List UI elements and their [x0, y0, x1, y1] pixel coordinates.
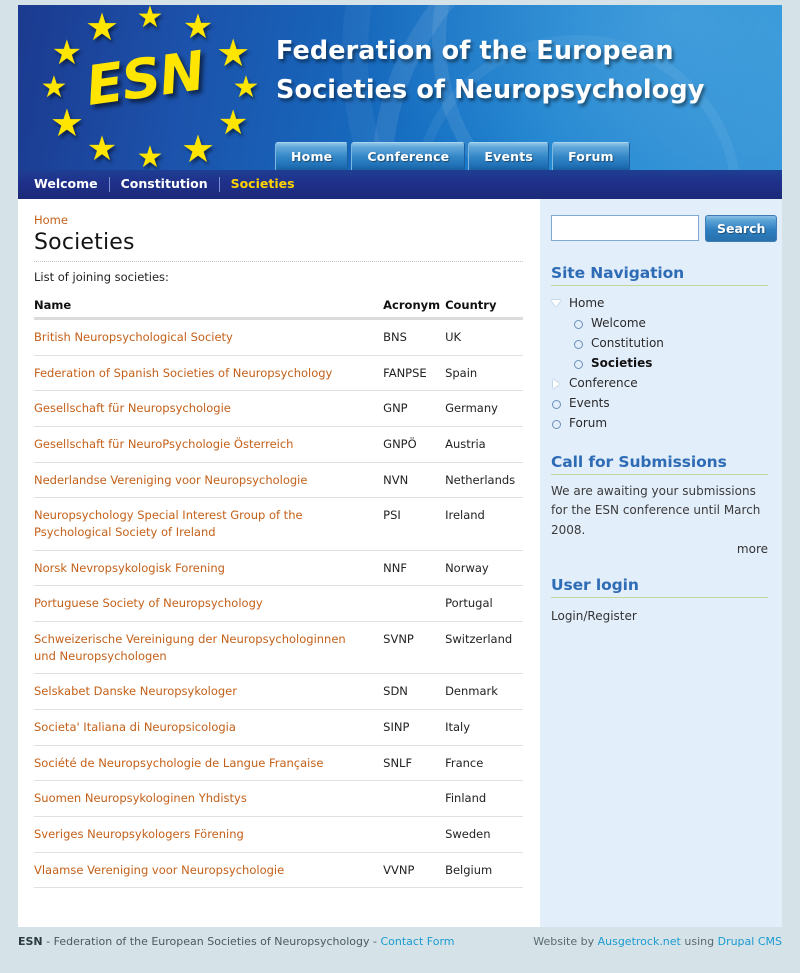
eu-star-icon: ★	[180, 126, 216, 170]
society-name-link[interactable]: British Neuropsychological Society	[34, 319, 383, 356]
eu-star-icon: ★	[136, 140, 164, 170]
sidebar-subnav-item	[573, 313, 768, 333]
sidebar-item-label: Home	[569, 296, 605, 310]
credit-prefix: Website by	[533, 934, 598, 948]
eu-star-icon: ★	[49, 101, 84, 145]
table-row	[34, 852, 523, 888]
society-acronym	[383, 781, 445, 817]
society-country: Switzerland	[445, 622, 523, 674]
primary-navigation	[275, 142, 630, 170]
sidebar	[540, 199, 782, 927]
society-country: Belgium	[445, 852, 523, 888]
society-name-link[interactable]: Sveriges Neuropsykologers Förening	[34, 817, 383, 853]
credit-middle: using	[680, 934, 718, 948]
site-title-line-2: Societies of Neuropsychology	[276, 75, 705, 105]
society-country: France	[445, 745, 523, 781]
sidebar-nav-group	[551, 413, 768, 433]
sidebar-nav-group	[551, 393, 768, 413]
society-acronym: VVNP	[383, 852, 445, 888]
sidebar-subnav-item	[573, 353, 768, 373]
table-row	[34, 622, 523, 674]
society-country: Austria	[445, 427, 523, 463]
society-acronym: FANPSE	[383, 355, 445, 391]
subtab-constitution[interactable]: Constitution	[120, 176, 208, 192]
society-name-link[interactable]: Gesellschaft für Neuropsychologie	[34, 391, 383, 427]
tab-forum[interactable]: Forum	[552, 142, 630, 170]
table-header-row	[34, 298, 523, 319]
site-navigation-tree	[551, 293, 768, 433]
footer-left	[18, 935, 455, 948]
society-acronym: NVN	[383, 462, 445, 498]
bullet-circle-icon	[573, 338, 584, 349]
sidebar-item-label: Welcome	[591, 316, 646, 330]
society-acronym	[383, 586, 445, 622]
user-login-block	[551, 576, 768, 624]
site-footer	[0, 930, 800, 952]
society-acronym	[383, 817, 445, 853]
sidebar-item-forum[interactable]	[551, 413, 768, 433]
table-row	[34, 391, 523, 427]
login-register-link[interactable]: Login/Register	[551, 609, 637, 624]
page-title: Societies	[34, 230, 135, 255]
call-for-submissions-title: Call for Submissions	[551, 453, 727, 471]
tab-events[interactable]: Events	[468, 142, 549, 170]
table-head	[34, 298, 523, 319]
eu-star-icon: ★	[232, 70, 260, 105]
society-name-link[interactable]: Société de Neuropsychologie de Langue Française	[34, 745, 383, 781]
eu-star-icon: ★	[216, 31, 251, 75]
society-name-link[interactable]: Norsk Nevropsykologisk Forening	[34, 550, 383, 586]
footer-text: - Federation of the European Societies of Neuropsychology -	[42, 934, 381, 948]
societies-table	[34, 298, 523, 888]
society-acronym: GNPÖ	[383, 427, 445, 463]
eu-star-icon: ★	[86, 128, 118, 169]
site-title	[276, 32, 776, 110]
eu-star-icon: ★	[40, 70, 68, 105]
call-for-submissions-body: We are awaiting your submissions for the ESN conference until March 2008.	[551, 484, 761, 537]
table-row	[34, 674, 523, 710]
table-row	[34, 817, 523, 853]
sidebar-item-label: Conference	[569, 376, 638, 390]
intro-text: List of joining societies:	[34, 270, 169, 284]
sidebar-nav-group	[551, 293, 768, 373]
society-name-link[interactable]: Neuropsychology Special Interest Group of the Psychological Society of Ireland	[34, 498, 383, 550]
sidebar-subnav-item	[573, 333, 768, 353]
site-navigation-block	[551, 264, 768, 433]
eu-star-icon: ★	[136, 5, 164, 35]
society-name-link[interactable]: Vlaamse Vereniging voor Neuropsychologie	[34, 852, 383, 888]
main-content	[18, 199, 540, 927]
society-name-link[interactable]: Societa' Italiana di Neuropsicologia	[34, 710, 383, 746]
chevron-right-icon[interactable]	[551, 378, 562, 389]
breadcrumb[interactable]: Home	[34, 213, 68, 227]
footer-brand: ESN	[18, 934, 43, 948]
tab-home[interactable]: Home	[275, 142, 348, 170]
table-row	[34, 586, 523, 622]
society-country: Portugal	[445, 586, 523, 622]
sidebar-item-label: Events	[569, 396, 610, 410]
drupal-cms-link[interactable]: Drupal CMS	[717, 934, 782, 948]
sidebar-nav-group	[551, 373, 768, 393]
site-navigation-divider	[551, 285, 768, 286]
society-country: Finland	[445, 781, 523, 817]
sidebar-item-label: Forum	[569, 416, 608, 430]
footer-right	[533, 935, 782, 948]
sidebar-item-welcome[interactable]	[573, 313, 768, 333]
society-country: Norway	[445, 550, 523, 586]
society-country: Denmark	[445, 674, 523, 710]
society-acronym: SNLF	[383, 745, 445, 781]
more-link[interactable]: more	[736, 542, 768, 557]
society-acronym: SDN	[383, 674, 445, 710]
society-name-link[interactable]: Nederlandse Vereniging voor Neuropsychologie	[34, 462, 383, 498]
user-login-title: User login	[551, 576, 639, 595]
sidebar-item-label: Societies	[591, 356, 653, 370]
eu-star-icon: ★	[217, 103, 249, 143]
society-name-link[interactable]: Portuguese Society of Neuropsychology	[34, 586, 383, 622]
society-acronym: SVNP	[383, 622, 445, 674]
society-name-link[interactable]: Selskabet Danske Neuropsykologer	[34, 674, 383, 710]
tab-conference[interactable]: Conference	[351, 142, 465, 170]
bullet-circle-icon	[573, 318, 584, 329]
search-input[interactable]	[551, 215, 699, 241]
sidebar-item-societies[interactable]	[573, 353, 768, 373]
site-title-line-1: Federation of the European	[276, 36, 674, 66]
subtab-welcome[interactable]: Welcome	[34, 176, 98, 192]
society-acronym: GNP	[383, 391, 445, 427]
site-header-banner	[18, 5, 782, 170]
society-country: Netherlands	[445, 462, 523, 498]
table-row	[34, 710, 523, 746]
chevron-down-icon[interactable]	[551, 298, 562, 309]
esn-logo[interactable]	[32, 5, 280, 170]
eu-star-icon: ★	[182, 7, 214, 48]
column-header-acronym: Acronym	[383, 298, 445, 319]
table-row	[34, 745, 523, 781]
table-row	[34, 427, 523, 463]
secondary-navigation	[18, 170, 782, 199]
society-country: Germany	[445, 391, 523, 427]
sidebar-subnav	[551, 313, 768, 373]
call-for-submissions-divider	[551, 474, 768, 475]
column-header-name: Name	[34, 298, 383, 319]
search-block	[551, 215, 768, 242]
sidebar-item-events[interactable]	[551, 393, 768, 413]
sidebar-item-constitution[interactable]	[573, 333, 768, 353]
esn-logo-text: ESN	[82, 39, 208, 118]
table-row	[34, 781, 523, 817]
society-country: Spain	[445, 355, 523, 391]
subtab-societies[interactable]: Societies	[230, 176, 295, 192]
society-acronym: SINP	[383, 710, 445, 746]
society-country: Ireland	[445, 498, 523, 550]
column-header-country: Country	[445, 298, 523, 319]
table-row	[34, 319, 523, 356]
society-acronym: PSI	[383, 498, 445, 550]
sidebar-item-home[interactable]	[551, 293, 768, 313]
table-body	[34, 319, 523, 888]
user-login-divider	[551, 597, 768, 598]
contact-form-link[interactable]: Contact Form	[380, 934, 455, 948]
bullet-circle-icon	[551, 398, 562, 409]
call-for-submissions-block	[551, 453, 768, 556]
society-acronym: NNF	[383, 550, 445, 586]
bullet-circle-icon	[551, 418, 562, 429]
table-row	[34, 498, 523, 550]
sidebar-item-label: Constitution	[591, 336, 664, 350]
society-name-link[interactable]: Schweizerische Vereinigung der Neuropsychologinnen und Neuropsychologen	[34, 622, 383, 674]
eu-star-icon: ★	[51, 33, 83, 73]
sidebar-item-conference[interactable]	[551, 373, 768, 393]
table-row	[34, 462, 523, 498]
table-row	[34, 355, 523, 391]
society-name-link[interactable]: Gesellschaft für NeuroPsychologie Österreich	[34, 427, 383, 463]
site-navigation-title: Site Navigation	[551, 264, 685, 282]
society-country: Sweden	[445, 817, 523, 853]
society-name-link[interactable]: Federation of Spanish Societies of Neuropsychology	[34, 355, 383, 391]
search-button[interactable]: Search	[705, 215, 777, 242]
title-divider	[34, 261, 523, 262]
society-name-link[interactable]: Suomen Neuropsykologinen Yhdistys	[34, 781, 383, 817]
eu-star-icon: ★	[84, 5, 120, 50]
table-row	[34, 550, 523, 586]
society-country: UK	[445, 319, 523, 356]
society-acronym: BNS	[383, 319, 445, 356]
ausgetrock-link[interactable]: Ausgetrock.net	[597, 934, 681, 948]
society-country: Italy	[445, 710, 523, 746]
bullet-circle-icon	[573, 358, 584, 369]
